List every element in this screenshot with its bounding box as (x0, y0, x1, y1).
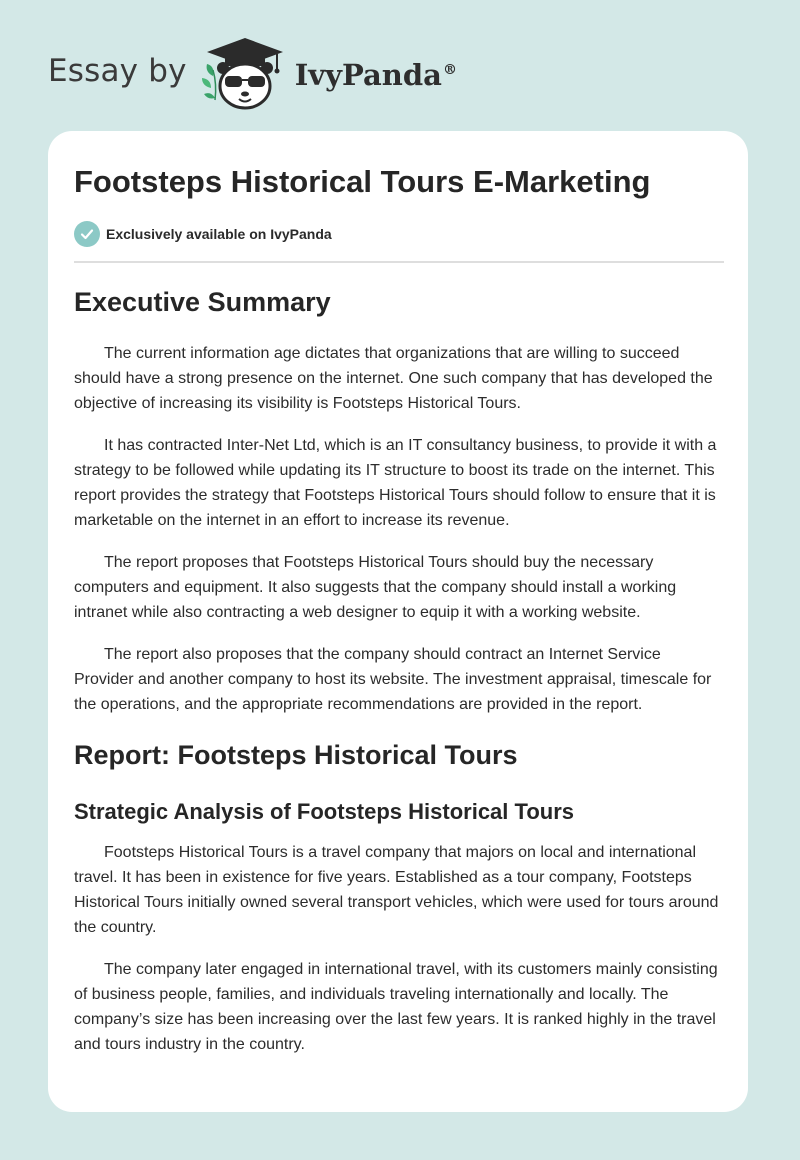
heading-strategic-analysis: Strategic Analysis of Footsteps Historical Tours (74, 799, 574, 824)
heading-report: Report: Footsteps Historical Tours (74, 740, 518, 770)
paragraph: The current information age dictates that organizations that are willing to succeed should have a strong presence on the internet. One such company that has developed the objective of increasing its visibility is Footsteps Historical Tours. (74, 345, 713, 412)
exclusive-badge (74, 221, 332, 247)
panda-graduate-icon (201, 36, 289, 112)
badge-label: Exclusively available on IvyPanda (106, 226, 332, 242)
paragraph: Footsteps Historical Tours is a travel company that majors on local and international travel. It has been in existence for five years. Established as a tour company, Footsteps Historical Tours initially owned several transport vehicles, which were used for tours around the country. (74, 844, 719, 936)
registered-mark: ® (442, 62, 457, 79)
paragraph: The report proposes that Footsteps Historical Tours should buy the necessary computers and equipment. It also suggests that the company should install a working intranet while also contracting a web designer to equip it with a working website. (74, 554, 677, 621)
paragraph: It has contracted Inter-Net Ltd, which is an IT consultancy business, to provide it with a strategy to be followed while updating its IT structure to boost its trade on the internet. This report provides the strategy that Footsteps Historical Tours should follow to ensure that it is marketable on the internet in an effort to increase its revenue. (74, 437, 717, 529)
brand-name: IvyPanda® (294, 58, 457, 92)
essay-card (48, 131, 748, 1112)
check-circle-icon (74, 221, 100, 247)
brand-prefix: Essay by (48, 53, 187, 89)
paragraph: The company later engaged in international travel, with its customers mainly consisting of business people, families, and individuals traveling internationally and locally. The company’s size has been increasing over the last few years. It is ranked highly in the travel and tours industry in the country. (74, 961, 718, 1053)
brand-header[interactable] (48, 34, 457, 114)
paragraph: The report also proposes that the company should contract an Internet Service Provider and another company to host its website. The investment appraisal, timescale for the operations, and the appropriate recommendations are provided in the report. (74, 646, 712, 713)
heading-executive-summary: Executive Summary (74, 287, 331, 317)
page-title: Footsteps Historical Tours E-Marketing (74, 164, 651, 199)
ivy-leaf-icon (202, 64, 216, 100)
divider (74, 261, 724, 263)
article-body (74, 281, 724, 1074)
